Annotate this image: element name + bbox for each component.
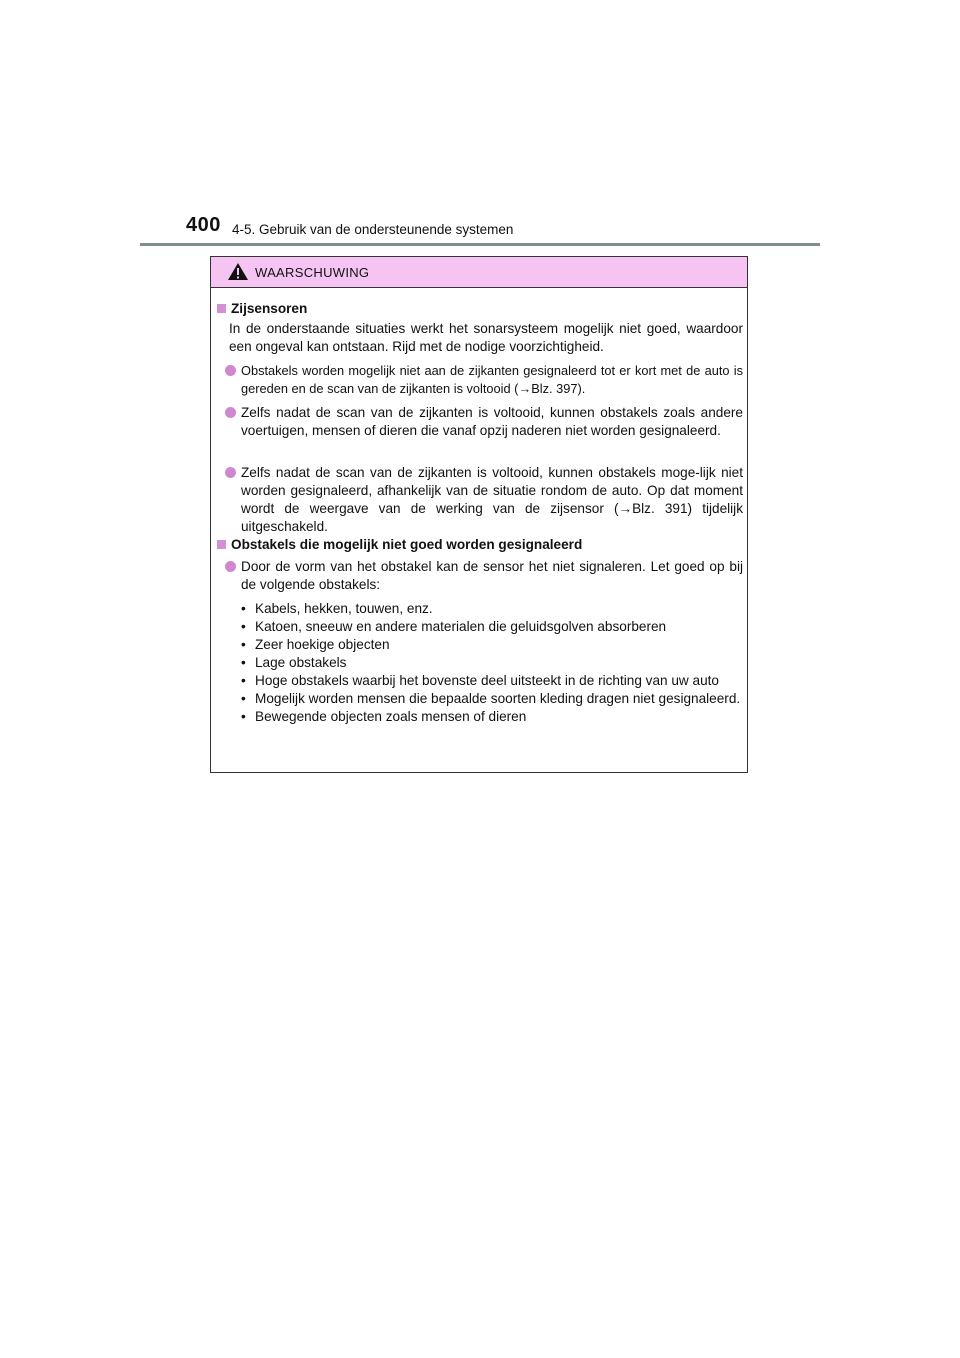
page-number: 400 — [186, 214, 221, 236]
list-item — [225, 558, 743, 594]
list-item-text: Zelfs nadat de scan van de zijkanten is voltooid, kunnen obstakels zoals andere voertuigen, mensen of dieren die vanaf opzij naderen niet worden gesignaleerd. — [241, 405, 743, 438]
list-item — [225, 464, 743, 536]
list-item: • Mogelijk worden mensen die bepaalde soorten kleding dragen niet gesignaleerd. — [241, 690, 741, 708]
warning-box — [210, 256, 748, 773]
header-rule — [140, 243, 820, 246]
list-item: • Lage obstakels — [241, 654, 741, 672]
list-item — [225, 404, 743, 440]
list-item-text: Door de vorm van het obstakel kan de sensor het niet signaleren. Let goed op bij de volgende obstakels: — [241, 559, 743, 592]
round-bullet-icon — [225, 407, 236, 418]
warning-header — [211, 257, 747, 288]
square-bullet-icon — [217, 540, 226, 549]
warning-triangle-icon — [227, 262, 249, 281]
section-heading — [217, 536, 582, 554]
list-item-text: Obstakels worden mogelijk niet aan de zijkanten gesignaleerd tot er kort met de auto is gereden en de scan van de zijkanten is voltooid (→Blz. 397). — [241, 363, 743, 396]
round-bullet-icon — [225, 561, 236, 572]
list-item — [225, 362, 743, 398]
list-item: • Zeer hoekige objecten — [241, 636, 741, 654]
list-item: • Bewegende objecten zoals mensen of dieren — [241, 708, 741, 726]
list-item-text: Zelfs nadat de scan van de zijkanten is voltooid, kunnen obstakels moge-lijk niet worden gesignaleerd, afhankelijk van de situatie rondom de auto. Op dat moment wordt de weergave van de werking van de zijsensor (→Blz. 391) tijdelijk uitgeschakeld. — [241, 465, 743, 534]
section-heading — [217, 300, 307, 318]
section-heading-text: Zijsensoren — [231, 301, 308, 316]
square-bullet-icon — [217, 304, 226, 313]
obstacle-list — [241, 600, 741, 726]
warning-title: WAARSCHUWING — [255, 265, 370, 280]
section-title: 4-5. Gebruik van de ondersteunende systemen — [232, 222, 514, 237]
section-intro: In de onderstaande situaties werkt het sonarsysteem mogelijk niet goed, waardoor een ongeval kan ontstaan. Rijd met de nodige voorzichtigheid. — [229, 321, 743, 354]
list-item: • Katoen, sneeuw en andere materialen die geluidsgolven absorberen — [241, 618, 741, 636]
list-item: • Hoge obstakels waarbij het bovenste deel uitsteekt in de richting van uw auto — [241, 672, 741, 690]
list-item: • Kabels, hekken, touwen, enz. — [241, 600, 741, 618]
round-bullet-icon — [225, 467, 236, 478]
round-bullet-icon — [225, 365, 236, 376]
page-header — [186, 214, 826, 244]
section-heading-text: Obstakels die mogelijk niet goed worden gesignaleerd — [231, 537, 583, 552]
